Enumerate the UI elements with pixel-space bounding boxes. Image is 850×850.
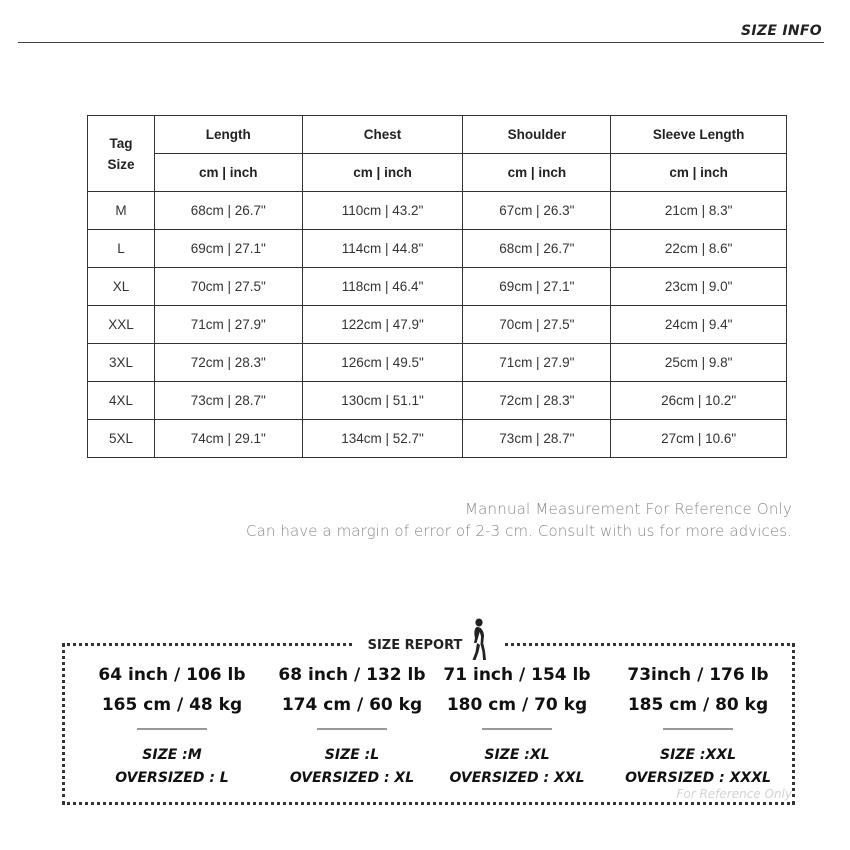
- height-weight-imperial: 73inch / 176 lb: [627, 665, 769, 685]
- height-weight-metric: 174 cm / 60 kg: [281, 695, 423, 715]
- size-report-header: [355, 615, 505, 665]
- table-row: [88, 420, 787, 458]
- shoulder-cell: 72cm | 28.3": [463, 382, 611, 420]
- report-column: [262, 660, 442, 790]
- chest-cell: 118cm | 46.4": [302, 268, 463, 306]
- height-weight-imperial: 71 inch / 154 lb: [443, 665, 591, 685]
- unit-label: cm | inch: [463, 154, 611, 192]
- size-cell: 5XL: [88, 420, 155, 458]
- shoulder-cell: 68cm | 26.7": [463, 230, 611, 268]
- size-label: SIZE :L: [324, 747, 380, 763]
- shoulder-cell: 71cm | 27.9": [463, 344, 611, 382]
- sleeve-cell: 25cm | 9.8": [611, 344, 787, 382]
- sleeve-cell: 22cm | 8.6": [611, 230, 787, 268]
- measurement-notes: [246, 500, 792, 540]
- size-cell: M: [88, 192, 155, 230]
- walking-figure-icon: [468, 618, 492, 662]
- table-row: [88, 192, 787, 230]
- height-weight-metric: 165 cm / 48 kg: [101, 695, 243, 715]
- size-report-columns: [62, 660, 795, 790]
- table-row: [88, 230, 787, 268]
- report-column: [608, 660, 788, 790]
- length-cell: 69cm | 27.1": [154, 230, 302, 268]
- column-divider: [482, 728, 552, 730]
- chest-cell: 122cm | 47.9": [302, 306, 463, 344]
- header-divider: [18, 42, 824, 43]
- chest-cell: 134cm | 52.7": [302, 420, 463, 458]
- column-divider: [317, 728, 387, 730]
- height-weight-imperial: 68 inch / 132 lb: [278, 665, 426, 685]
- size-cell: 4XL: [88, 382, 155, 420]
- column-header-length: Length: [154, 116, 302, 154]
- height-weight-metric: 185 cm / 80 kg: [627, 695, 769, 715]
- shoulder-cell: 69cm | 27.1": [463, 268, 611, 306]
- size-label: SIZE :XL: [484, 747, 550, 763]
- oversized-label: OVERSIZED : XL: [289, 770, 415, 786]
- tag-header-line1: Tag: [109, 135, 133, 151]
- oversized-label: OVERSIZED : XXL: [449, 770, 585, 786]
- note-reference-only: Mannual Measurement For Reference Only: [465, 500, 792, 518]
- height-weight-imperial: 64 inch / 106 lb: [98, 665, 246, 685]
- unit-label: cm | inch: [302, 154, 463, 192]
- page-title: SIZE INFO: [741, 23, 822, 39]
- shoulder-cell: 67cm | 26.3": [463, 192, 611, 230]
- length-cell: 72cm | 28.3": [154, 344, 302, 382]
- column-header-chest: Chest: [302, 116, 463, 154]
- size-cell: L: [88, 230, 155, 268]
- shoulder-cell: 70cm | 27.5": [463, 306, 611, 344]
- length-cell: 73cm | 28.7": [154, 382, 302, 420]
- column-header-sleeve-length: Sleeve Length: [611, 116, 787, 154]
- oversized-label: OVERSIZED : XXXL: [625, 770, 771, 786]
- column-divider: [137, 728, 207, 730]
- shoulder-cell: 73cm | 28.7": [463, 420, 611, 458]
- column-divider: [663, 728, 733, 730]
- note-margin-of-error: Can have a margin of error of 2-3 cm. Consult with us for more advices.: [246, 522, 792, 540]
- length-cell: 71cm | 27.9": [154, 306, 302, 344]
- table-unit-row: [88, 154, 787, 192]
- size-label: SIZE :M: [142, 747, 202, 763]
- size-label: SIZE :XXL: [660, 747, 736, 763]
- sleeve-cell: 21cm | 8.3": [611, 192, 787, 230]
- length-cell: 68cm | 26.7": [154, 192, 302, 230]
- sleeve-cell: 23cm | 9.0": [611, 268, 787, 306]
- column-header-shoulder: Shoulder: [463, 116, 611, 154]
- size-table: [87, 115, 787, 458]
- tag-size-header: [88, 116, 155, 192]
- report-column: [82, 660, 262, 790]
- chest-cell: 126cm | 49.5": [302, 344, 463, 382]
- chest-cell: 114cm | 44.8": [302, 230, 463, 268]
- table-row: [88, 268, 787, 306]
- chest-cell: 130cm | 51.1": [302, 382, 463, 420]
- chest-cell: 110cm | 43.2": [302, 192, 463, 230]
- tag-header-line2: Size: [107, 156, 135, 172]
- report-column: [427, 660, 607, 790]
- sleeve-cell: 24cm | 9.4": [611, 306, 787, 344]
- table-row: [88, 344, 787, 382]
- sleeve-cell: 26cm | 10.2": [611, 382, 787, 420]
- table-row: [88, 382, 787, 420]
- size-cell: XXL: [88, 306, 155, 344]
- size-report-title: SIZE REPORT: [367, 637, 463, 653]
- table-row: [88, 306, 787, 344]
- height-weight-metric: 180 cm / 70 kg: [446, 695, 588, 715]
- unit-label: cm | inch: [611, 154, 787, 192]
- size-cell: XL: [88, 268, 155, 306]
- table-header-row: [88, 116, 787, 154]
- unit-label: cm | inch: [154, 154, 302, 192]
- length-cell: 74cm | 29.1": [154, 420, 302, 458]
- oversized-label: OVERSIZED : L: [115, 770, 229, 786]
- reference-watermark: For Reference Only: [676, 787, 792, 801]
- length-cell: 70cm | 27.5": [154, 268, 302, 306]
- sleeve-cell: 27cm | 10.6": [611, 420, 787, 458]
- size-cell: 3XL: [88, 344, 155, 382]
